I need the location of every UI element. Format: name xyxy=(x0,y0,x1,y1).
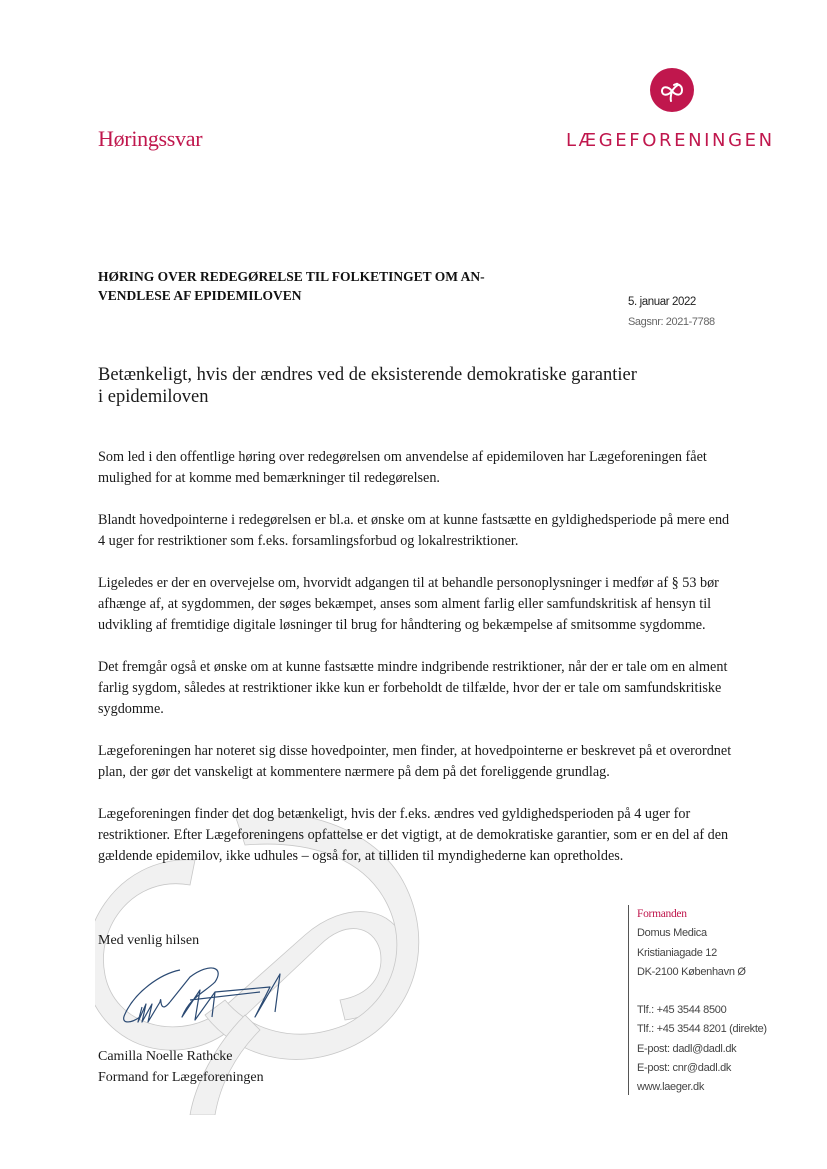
paragraph: Blandt hovedpointerne i redegørelsen er bl.a. et ønske om at kunne fastsætte en gyldighedsperiode på mere end 4 uger for restriktioner som f.eks. forsamlingsforbud og lokalrestriktioner. xyxy=(98,512,730,549)
contact-role: Formanden xyxy=(637,908,687,920)
contact-phone-direct: Tlf.: +45 3544 8201 (direkte) xyxy=(637,1023,767,1036)
signer-title: Formand for Lægeforeningen xyxy=(98,1070,264,1085)
document-date: 5. januar 2022 xyxy=(628,296,696,308)
contact-address-line: Domus Medica xyxy=(637,927,707,940)
paragraph: Lægeforeningen finder det dog betænkeligt, hvis der f.eks. ændres ved gyldighedsperioden på 4 uger for restriktioner. Efter Lægeforeningens opfattelse er det vigtigt, at de demokratiske garantier, som er en del af den gældende epidemilov, ikke udhules – også for, at tilliden til myndighederne kan opretholdes. xyxy=(98,806,729,864)
signer-name: Camilla Noelle Rathcke xyxy=(98,1049,233,1064)
case-number: Sagsnr: 2021-7788 xyxy=(628,316,715,328)
paragraph: Som led i den offentlige høring over redegørelsen om anvendelse af epidemiloven har Lægeforeningen fået mulighed for at komme med bemærkninger til redegørelsen. xyxy=(98,449,707,486)
closing-greeting: Med venlig hilsen xyxy=(98,933,200,948)
document-type: Høringssvar xyxy=(98,126,203,151)
contact-block xyxy=(628,905,767,1095)
contact-email-link[interactable]: E-post: cnr@dadl.dk xyxy=(637,1062,732,1075)
signature-icon xyxy=(120,962,300,1032)
paragraph: Det fremgår også et ønske om at kunne fastsætte mindre indgribende restriktioner, når der er tale om en alment farlig sygdom, således at restriktioner ikke kun er forbeholdt de tilfælde, hvor der er tale om samfundskritiske sygdomme. xyxy=(98,659,728,717)
website-link[interactable]: www.laeger.dk xyxy=(637,1081,705,1094)
paragraph: Lægeforeningen har noteret sig disse hovedpointer, men finder, at hovedpointerne er beskrevet på et overordnet plan, der gør det vanskeligt at kommentere nærmere på dem på det foreliggende grundlag. xyxy=(98,743,732,780)
contact-email-link[interactable]: E-post: dadl@dadl.dk xyxy=(637,1042,737,1055)
page-title: Betænkeligt, hvis der ændres ved de eksisterende demokratiske garantier i epidemiloven xyxy=(98,365,637,407)
contact-address-line: Kristianiagade 12 xyxy=(637,946,717,959)
organization-name: LÆGEFORENINGEN xyxy=(566,130,775,151)
spacer xyxy=(637,982,767,1001)
contact-address-line: DK-2100 København Ø xyxy=(637,965,746,978)
organization-logo xyxy=(650,68,694,112)
subject-heading: HØRING OVER REDEGØRELSE TIL FOLKETINGET OM AN-VENDLESE AF EPIDEMILOVEN xyxy=(98,269,485,303)
snake-infinity-logo-icon xyxy=(658,76,686,104)
contact-phone: Tlf.: +45 3544 8500 xyxy=(637,1004,727,1017)
letter-body xyxy=(98,447,733,888)
paragraph: Ligeledes er der en overvejelse om, hvorvidt adgangen til at behandle personoplysninger i medfør af § 53 bør afhænge af, at sygdommen, der søges bekæmpet, anses som alment farlig eller samfundskritisk af hensyn til udvikling af fremtidige digitale løsninger til brug for håndtering og bekæmpelse af smitsomme sygdomme. xyxy=(98,575,719,633)
